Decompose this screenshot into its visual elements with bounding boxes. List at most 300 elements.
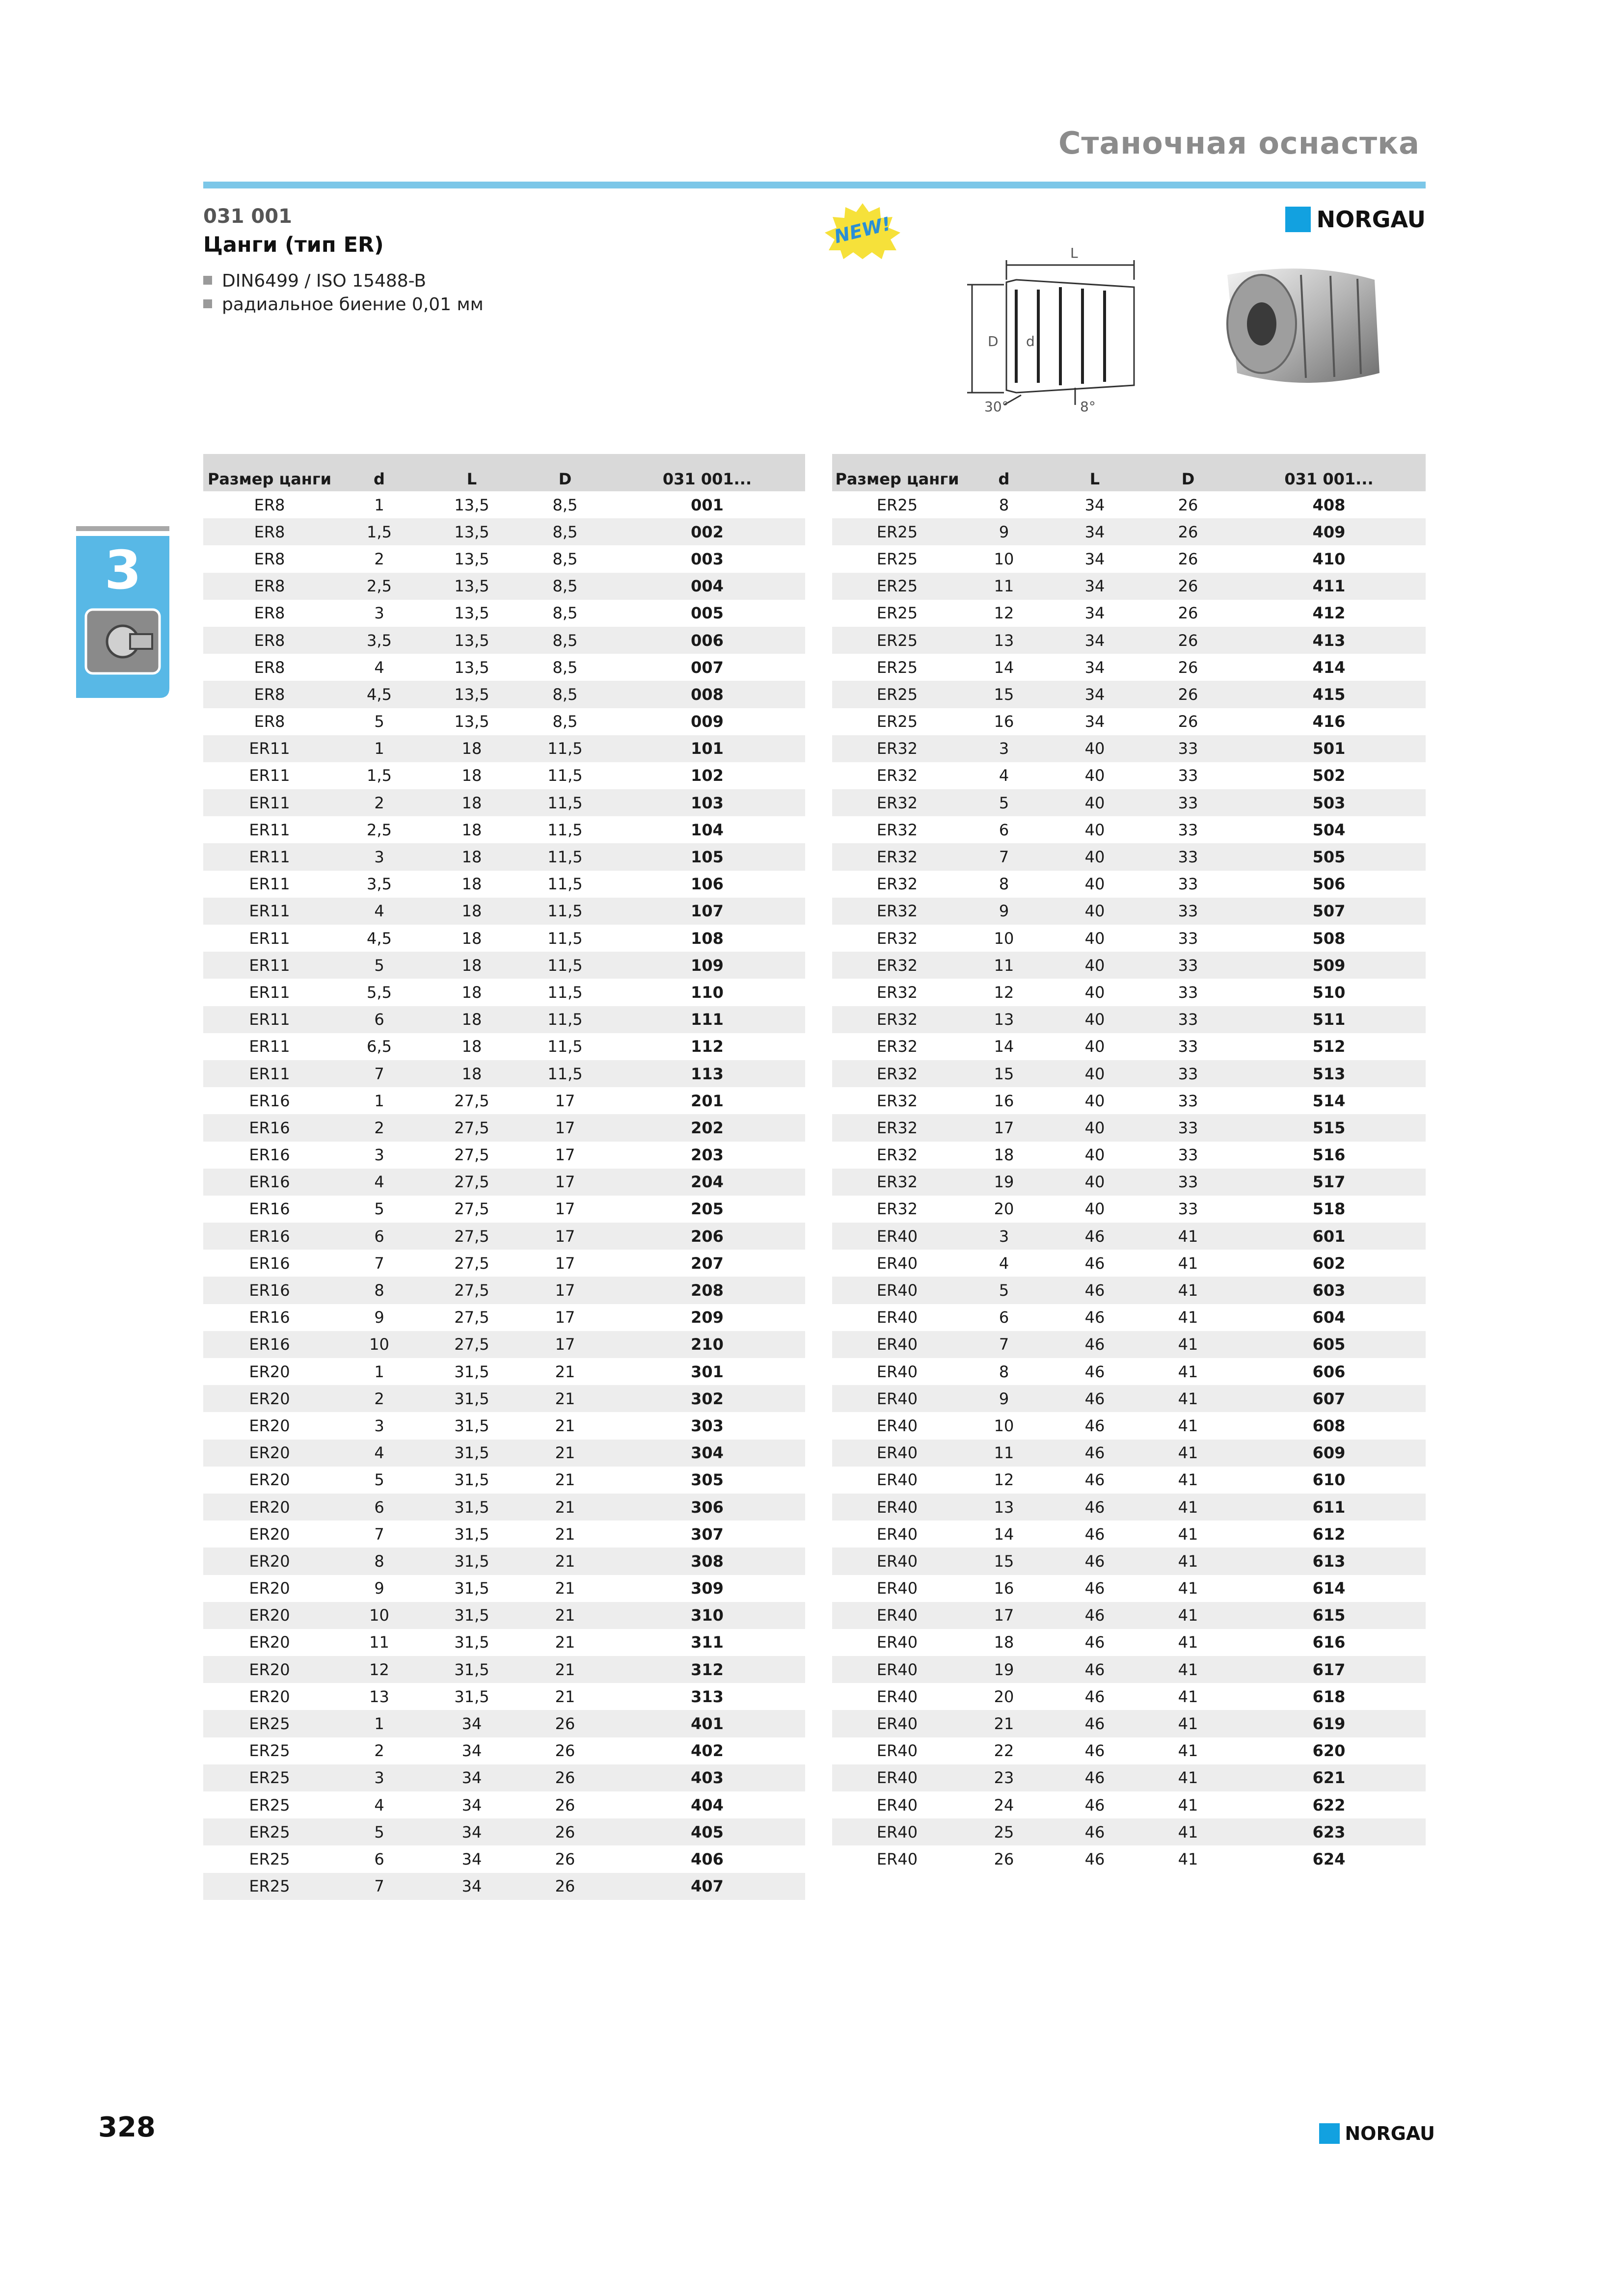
cell-size: ER40 [832, 1710, 962, 1737]
cell-L: 31,5 [454, 1524, 489, 1544]
cell-L: 46 [1084, 1633, 1105, 1652]
cell-D: 21 [555, 1470, 575, 1490]
cell-article-code: 414 [1312, 658, 1346, 677]
spec-bullet-text: радиальное биение 0,01 мм [222, 294, 484, 315]
cell-article-code: 613 [1232, 1548, 1426, 1575]
cell-d: 3 [336, 843, 423, 870]
cell-article-code: 302 [609, 1385, 805, 1412]
cell-article-code: 502 [1312, 766, 1346, 785]
cell-L: 13,5 [454, 658, 489, 677]
cell-size: ER25 [832, 627, 962, 654]
cell-size: ER11 [249, 766, 290, 785]
cell-size: ER25 [203, 1818, 336, 1845]
cell-L: 46 [1084, 1416, 1105, 1435]
column-header-size: Размер цанги [203, 454, 336, 491]
cell-size: ER16 [203, 1169, 336, 1196]
cell-article-code: 416 [1312, 712, 1346, 731]
cell-D: 26 [1144, 681, 1232, 708]
cell-d: 19 [962, 1169, 1046, 1196]
cell-d: 7 [374, 1254, 384, 1273]
cell-L: 27,5 [454, 1200, 489, 1219]
cell-size: ER40 [832, 1818, 962, 1845]
cell-D: 8,5 [552, 495, 578, 514]
cell-L: 31,5 [423, 1494, 521, 1521]
cell-d: 3 [374, 604, 384, 623]
table-row [203, 1169, 805, 1196]
cell-L: 34 [423, 1710, 521, 1737]
cell-D: 41 [1178, 1524, 1198, 1544]
cell-size: ER11 [249, 929, 290, 948]
cell-L: 18 [461, 929, 482, 948]
cell-article-code: 501 [1232, 735, 1426, 762]
cell-D: 41 [1178, 1308, 1198, 1327]
cell-d: 4 [336, 1440, 423, 1467]
cell-D: 8,5 [521, 681, 609, 708]
table-row [832, 491, 1426, 518]
table-row [832, 925, 1426, 952]
cell-size: ER25 [203, 1873, 336, 1900]
cell-D: 8,5 [521, 518, 609, 545]
table-row [832, 1304, 1426, 1331]
cell-D: 41 [1144, 1331, 1232, 1358]
cell-size: ER40 [876, 1579, 918, 1598]
cell-d: 4 [999, 1254, 1009, 1273]
table-row [203, 789, 805, 816]
cell-D: 21 [555, 1633, 575, 1652]
cell-article-code: 307 [691, 1524, 724, 1544]
cell-article-code: 413 [1232, 627, 1426, 654]
cell-L: 31,5 [423, 1440, 521, 1467]
brand-square-icon [1319, 2123, 1340, 2144]
cell-L: 40 [1046, 735, 1144, 762]
cell-article-code: 412 [1312, 604, 1346, 623]
cell-D: 8,5 [552, 604, 578, 623]
cell-L: 13,5 [454, 495, 489, 514]
cell-L: 34 [1046, 627, 1144, 654]
cell-d: 11 [962, 952, 1046, 979]
cell-D: 17 [521, 1331, 609, 1358]
cell-size: ER11 [249, 875, 290, 894]
cell-L: 40 [1084, 820, 1105, 839]
cell-d: 6 [374, 1849, 384, 1869]
cell-d: 3 [374, 1416, 384, 1435]
cell-D: 33 [1178, 1091, 1198, 1110]
table-row [203, 627, 805, 654]
cell-D: 41 [1178, 1362, 1198, 1381]
table-row [832, 1521, 1426, 1548]
cell-L: 18 [461, 820, 482, 839]
cell-L: 27,5 [423, 1114, 521, 1141]
table-row [832, 979, 1426, 1006]
cell-L: 46 [1084, 1524, 1105, 1544]
cell-article-code: 004 [609, 573, 805, 600]
cell-L: 34 [1046, 573, 1144, 600]
cell-size: ER32 [876, 1146, 918, 1165]
column-header-article: 031 001... [1232, 454, 1426, 491]
cell-D: 21 [521, 1440, 609, 1467]
cell-size: ER40 [832, 1385, 962, 1412]
cell-size: ER16 [203, 1223, 336, 1250]
cell-article-code: 205 [691, 1200, 724, 1219]
cell-size: ER11 [249, 1037, 290, 1056]
cell-size: ER25 [832, 681, 962, 708]
cell-article-code: 623 [1232, 1818, 1426, 1845]
page-number: 328 [98, 2111, 156, 2143]
cell-article-code: 514 [1312, 1091, 1346, 1110]
cell-D: 33 [1144, 843, 1232, 870]
cell-D: 21 [521, 1385, 609, 1412]
spec-bullet [203, 271, 426, 291]
cell-article-code: 620 [1312, 1741, 1346, 1761]
column-header-d: d [962, 454, 1046, 491]
cell-L: 27,5 [423, 1277, 521, 1304]
cell-d: 20 [994, 1200, 1014, 1219]
cell-d: 6 [336, 1223, 423, 1250]
cell-D: 33 [1178, 1146, 1198, 1165]
table-row [203, 600, 805, 627]
chapter-number: 3 [104, 540, 142, 601]
cell-D: 26 [1178, 604, 1198, 623]
cell-size: ER32 [876, 820, 918, 839]
cell-d: 3 [962, 735, 1046, 762]
table-row [203, 1033, 805, 1060]
cell-article-code: 601 [1232, 1223, 1426, 1250]
cell-d: 16 [994, 1091, 1014, 1110]
cell-L: 40 [1084, 875, 1105, 894]
cell-D: 41 [1144, 1385, 1232, 1412]
cell-d: 16 [994, 1579, 1014, 1598]
cell-D: 33 [1178, 820, 1198, 839]
cell-L: 34 [461, 1741, 482, 1761]
cell-D: 8,5 [521, 627, 609, 654]
cell-D: 8,5 [552, 712, 578, 731]
cell-article-code: 507 [1232, 898, 1426, 925]
cell-article-code: 604 [1312, 1308, 1346, 1327]
table-row [832, 1223, 1426, 1250]
cell-size: ER40 [832, 1223, 962, 1250]
cell-L: 27,5 [454, 1146, 489, 1165]
cell-d: 17 [962, 1602, 1046, 1629]
table-row [203, 491, 805, 518]
cell-d: 20 [994, 1687, 1014, 1706]
cell-article-code: 304 [609, 1440, 805, 1467]
cell-size: ER32 [876, 929, 918, 948]
cell-L: 34 [1046, 518, 1144, 545]
cell-size: ER32 [832, 789, 962, 816]
table-row [203, 735, 805, 762]
cell-D: 26 [1144, 518, 1232, 545]
cell-D: 41 [1178, 1254, 1198, 1273]
cell-D: 33 [1144, 952, 1232, 979]
cell-d: 6 [999, 820, 1009, 839]
cell-article-code: 003 [691, 549, 724, 568]
cell-size: ER40 [876, 1524, 918, 1544]
table-row [203, 681, 805, 708]
table-row [203, 1873, 805, 1900]
table-row [832, 1087, 1426, 1114]
cell-size: ER40 [876, 1416, 918, 1435]
table-row [832, 1791, 1426, 1818]
cell-D: 41 [1144, 1656, 1232, 1683]
cell-D: 33 [1144, 1006, 1232, 1033]
cell-article-code: 609 [1232, 1440, 1426, 1467]
cell-D: 8,5 [552, 549, 578, 568]
cell-d: 2,5 [336, 573, 423, 600]
cell-D: 26 [1178, 549, 1198, 568]
cell-article-code: 622 [1312, 1795, 1346, 1815]
cell-d: 17 [962, 1114, 1046, 1141]
cell-d: 5 [962, 789, 1046, 816]
cell-size: ER40 [832, 1494, 962, 1521]
cell-L: 34 [423, 1764, 521, 1791]
dim-label-d: d [1026, 333, 1035, 349]
cell-size: ER8 [203, 518, 336, 545]
cell-size: ER25 [876, 495, 918, 514]
cell-D: 41 [1144, 1710, 1232, 1737]
cell-article-code: 403 [609, 1764, 805, 1791]
cell-size: ER16 [249, 1091, 290, 1110]
column-header-D: D [521, 454, 609, 491]
cell-d: 4,5 [336, 681, 423, 708]
table-row [832, 843, 1426, 870]
cell-D: 21 [521, 1548, 609, 1575]
table-row [203, 518, 805, 545]
cell-d: 9 [374, 1308, 384, 1327]
cell-d: 1 [374, 1362, 384, 1381]
table-row [203, 1521, 805, 1548]
cell-size: ER32 [876, 1091, 918, 1110]
cell-L: 46 [1046, 1656, 1144, 1683]
cell-D: 41 [1178, 1795, 1198, 1815]
cell-article-code: 516 [1312, 1146, 1346, 1165]
cell-article-code: 506 [1312, 875, 1346, 894]
cell-D: 11,5 [521, 1060, 609, 1087]
cell-L: 27,5 [454, 1254, 489, 1273]
cell-d: 14 [994, 1037, 1014, 1056]
cell-D: 26 [521, 1764, 609, 1791]
table-row [203, 925, 805, 952]
cell-article-code: 008 [609, 681, 805, 708]
cell-L: 40 [1084, 766, 1105, 785]
cell-D: 33 [1144, 735, 1232, 762]
cell-d: 19 [962, 1656, 1046, 1683]
table-row [203, 1845, 805, 1872]
cell-article-code: 408 [1312, 495, 1346, 514]
cell-size: ER20 [203, 1494, 336, 1521]
cell-article-code: 411 [1232, 573, 1426, 600]
table-row [832, 1250, 1426, 1277]
cell-D: 41 [1178, 1687, 1198, 1706]
cell-size: ER32 [832, 843, 962, 870]
table-row [832, 762, 1426, 789]
table-row [832, 1764, 1426, 1791]
cell-d: 5 [336, 952, 423, 979]
cell-d: 1 [336, 735, 423, 762]
cell-article-code: 204 [609, 1169, 805, 1196]
cell-size: ER11 [203, 1006, 336, 1033]
cell-d: 13 [962, 627, 1046, 654]
cell-L: 13,5 [423, 627, 521, 654]
cell-size: ER40 [876, 1362, 918, 1381]
cell-D: 26 [555, 1741, 575, 1761]
cell-size: ER40 [832, 1656, 962, 1683]
cell-article-code: 207 [691, 1254, 724, 1273]
cell-D: 26 [1178, 712, 1198, 731]
cell-L: 31,5 [423, 1656, 521, 1683]
cell-article-code: 301 [691, 1362, 724, 1381]
cell-L: 46 [1084, 1470, 1105, 1490]
cell-D: 26 [521, 1710, 609, 1737]
cell-d: 23 [962, 1764, 1046, 1791]
cell-L: 18 [423, 735, 521, 762]
table-row [203, 573, 805, 600]
table-row [832, 1033, 1426, 1060]
cell-size: ER20 [203, 1385, 336, 1412]
table-row [832, 1737, 1426, 1764]
cell-d: 5 [962, 1277, 1046, 1304]
table-row [203, 1602, 805, 1629]
cell-article-code: 306 [609, 1494, 805, 1521]
cell-d: 3 [374, 1146, 384, 1165]
cell-size: ER32 [832, 1169, 962, 1196]
cell-d: 3,5 [336, 627, 423, 654]
cell-D: 41 [1178, 1470, 1198, 1490]
cell-article-code: 209 [691, 1308, 724, 1327]
table-row [832, 627, 1426, 654]
cell-L: 46 [1046, 1764, 1144, 1791]
angle-label-8: 8° [1080, 399, 1096, 415]
cell-article-code: 310 [609, 1602, 805, 1629]
cell-article-code: 104 [691, 820, 724, 839]
cell-D: 11,5 [547, 1037, 583, 1056]
cell-article-code: 303 [691, 1416, 724, 1435]
cell-D: 41 [1144, 1548, 1232, 1575]
cell-size: ER11 [203, 898, 336, 925]
table-row [832, 1656, 1426, 1683]
cell-L: 40 [1084, 1146, 1105, 1165]
table-row [832, 1467, 1426, 1494]
cell-d: 7 [374, 1524, 384, 1544]
cell-article-code: 206 [609, 1223, 805, 1250]
brand-logo [1285, 206, 1426, 233]
cell-d: 5,5 [367, 983, 392, 1002]
new-badge [821, 201, 904, 260]
table-row [832, 1818, 1426, 1845]
cell-size: ER20 [249, 1416, 290, 1435]
article-number: 031 001 [203, 205, 292, 228]
cell-d: 9 [374, 1579, 384, 1598]
table-row [203, 952, 805, 979]
table-row [203, 1114, 805, 1141]
table-header-row [832, 454, 1426, 491]
brand-square-icon [1285, 207, 1311, 232]
cell-article-code: 112 [691, 1037, 724, 1056]
cell-article-code: 203 [691, 1146, 724, 1165]
cell-d: 5 [374, 712, 384, 731]
cell-size: ER20 [249, 1633, 290, 1652]
cell-D: 11,5 [521, 952, 609, 979]
header-divider [203, 182, 1426, 188]
cell-d: 5 [374, 1200, 384, 1219]
collet-bore-icon [1247, 302, 1276, 346]
cell-d: 12 [336, 1656, 423, 1683]
table-row [203, 1142, 805, 1169]
table-row [203, 708, 805, 735]
cell-L: 27,5 [423, 1331, 521, 1358]
table-row [832, 871, 1426, 898]
table-row [203, 1006, 805, 1033]
cell-L: 46 [1046, 1602, 1144, 1629]
cell-L: 18 [461, 983, 482, 1002]
cell-d: 7 [336, 1873, 423, 1900]
cell-article-code: 503 [1232, 789, 1426, 816]
table-row [203, 1710, 805, 1737]
cell-L: 18 [423, 789, 521, 816]
table-row [832, 518, 1426, 545]
cell-article-code: 201 [691, 1091, 724, 1110]
cell-d: 8 [336, 1277, 423, 1304]
cell-size: ER16 [203, 1331, 336, 1358]
cell-d: 10 [994, 549, 1014, 568]
cell-size: ER20 [203, 1440, 336, 1467]
cell-article-code: 515 [1232, 1114, 1426, 1141]
cell-article-code: 612 [1312, 1524, 1346, 1544]
cell-D: 41 [1178, 1579, 1198, 1598]
cell-article-code: 108 [691, 929, 724, 948]
cell-size: ER8 [254, 604, 285, 623]
cell-article-code: 311 [691, 1633, 724, 1652]
cell-article-code: 517 [1232, 1169, 1426, 1196]
cell-article-code: 616 [1312, 1633, 1346, 1652]
cell-size: ER20 [249, 1524, 290, 1544]
cell-L: 34 [1084, 604, 1105, 623]
cell-L: 40 [1046, 898, 1144, 925]
cell-d: 6 [336, 1006, 423, 1033]
cell-D: 41 [1144, 1764, 1232, 1791]
cell-L: 18 [423, 1060, 521, 1087]
cell-D: 33 [1144, 789, 1232, 816]
cell-d: 13 [962, 1494, 1046, 1521]
cell-D: 33 [1144, 898, 1232, 925]
cell-d: 16 [994, 712, 1014, 731]
cell-D: 26 [1178, 495, 1198, 514]
table-row [832, 789, 1426, 816]
cell-d: 12 [994, 983, 1014, 1002]
cell-D: 11,5 [547, 875, 583, 894]
table-row [832, 1575, 1426, 1602]
cell-D: 33 [1178, 983, 1198, 1002]
cell-L: 46 [1084, 1741, 1105, 1761]
cell-D: 26 [521, 1873, 609, 1900]
table-row [832, 708, 1426, 735]
cell-d: 11 [962, 1440, 1046, 1467]
cell-size: ER25 [249, 1849, 290, 1869]
cell-D: 11,5 [547, 929, 583, 948]
cell-article-code: 401 [609, 1710, 805, 1737]
cell-D: 21 [555, 1524, 575, 1544]
cell-size: ER32 [832, 898, 962, 925]
cell-L: 13,5 [454, 549, 489, 568]
section-title-text: Станочная оснастка [1058, 125, 1420, 161]
cell-d: 15 [962, 681, 1046, 708]
cell-size: ER11 [203, 789, 336, 816]
cell-size: ER32 [876, 875, 918, 894]
cell-size: ER32 [876, 1037, 918, 1056]
cell-article-code: 410 [1312, 549, 1346, 568]
cell-L: 34 [461, 1849, 482, 1869]
cell-L: 27,5 [454, 1091, 489, 1110]
cell-d: 10 [336, 1331, 423, 1358]
